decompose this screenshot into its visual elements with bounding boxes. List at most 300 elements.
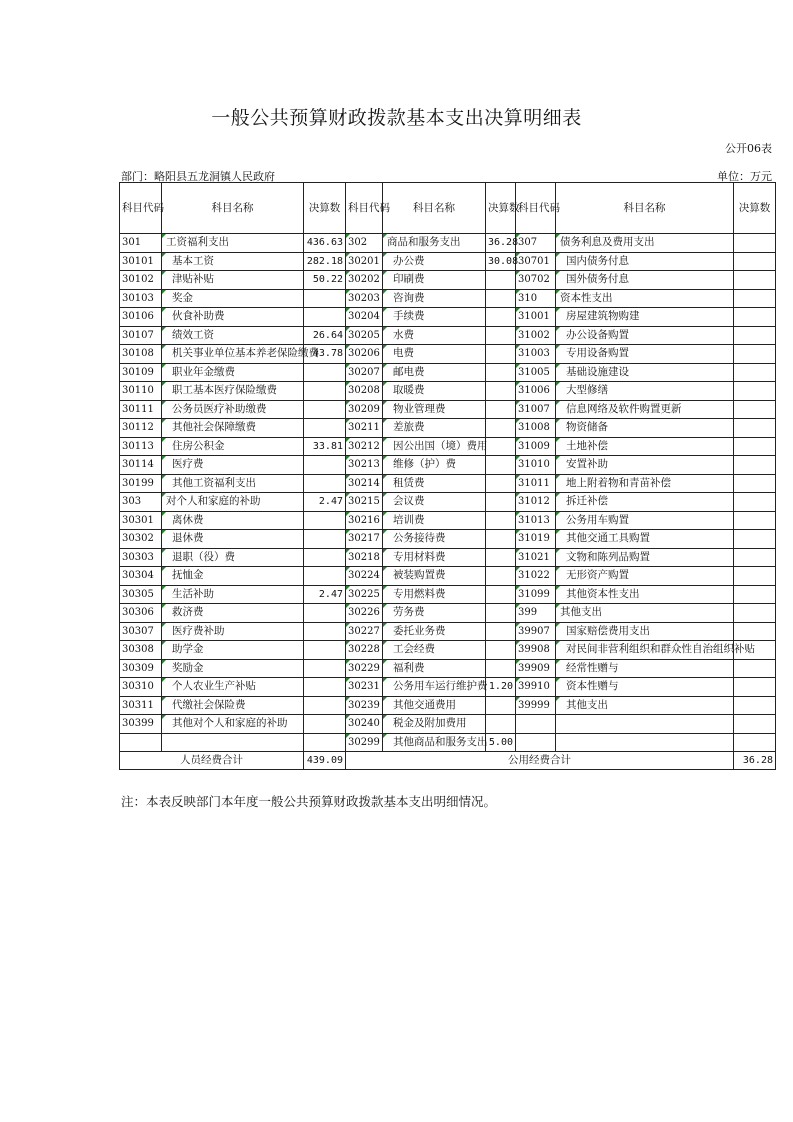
header-cell: 科目名称 bbox=[383, 183, 486, 234]
expenditure-table bbox=[119, 182, 776, 770]
amount-cell bbox=[734, 530, 776, 549]
amount-cell bbox=[734, 419, 776, 438]
subject-name-cell: 抚恤金 bbox=[162, 567, 304, 586]
subject-code-cell: 39907 bbox=[516, 622, 556, 641]
footnote: 注：本表反映部门本年度一般公共预算财政拨款基本支出明细情况。 bbox=[121, 794, 497, 809]
amount-cell bbox=[734, 696, 776, 715]
personnel-total-label: 人员经费合计 bbox=[120, 752, 304, 770]
subject-code-cell: 30225 bbox=[346, 585, 383, 604]
subject-name-cell: 救济费 bbox=[162, 604, 304, 623]
subject-code-cell: 30306 bbox=[120, 604, 162, 623]
amount-cell bbox=[486, 400, 516, 419]
subject-code-cell: 310 bbox=[516, 289, 556, 308]
amount-cell bbox=[734, 234, 776, 253]
subject-name-cell: 房屋建筑物购建 bbox=[556, 308, 734, 327]
subject-name-cell: 经常性赠与 bbox=[556, 659, 734, 678]
table-header-row bbox=[120, 183, 776, 234]
subject-name-cell: 商品和服务支出 bbox=[383, 234, 486, 253]
subject-name-cell: 工会经费 bbox=[383, 641, 486, 660]
subject-name-cell: 其他社会保障缴费 bbox=[162, 419, 304, 438]
subject-code-cell: 31001 bbox=[516, 308, 556, 327]
table-row bbox=[120, 733, 776, 752]
table-row bbox=[120, 641, 776, 660]
subject-code-cell: 301 bbox=[120, 234, 162, 253]
amount-cell bbox=[304, 382, 346, 401]
table-row bbox=[120, 234, 776, 253]
subject-name-cell: 专用设备购置 bbox=[556, 345, 734, 364]
amount-cell bbox=[486, 530, 516, 549]
amount-cell bbox=[486, 604, 516, 623]
subject-code-cell: 30201 bbox=[346, 252, 383, 271]
subject-code-cell: 30213 bbox=[346, 456, 383, 475]
subject-code-cell: 30202 bbox=[346, 271, 383, 290]
subject-name-cell: 地上附着物和青苗补偿 bbox=[556, 474, 734, 493]
amount-cell bbox=[486, 622, 516, 641]
header-cell: 科目名称 bbox=[556, 183, 734, 234]
subject-code-cell: 307 bbox=[516, 234, 556, 253]
subject-code-cell: 30226 bbox=[346, 604, 383, 623]
subject-code-cell: 30299 bbox=[346, 733, 383, 752]
table-row bbox=[120, 363, 776, 382]
subject-name-cell: 培训费 bbox=[383, 511, 486, 530]
subject-code-cell: 30107 bbox=[120, 326, 162, 345]
subject-name-cell: 对民间非营利组织和群众性自治组织补贴 bbox=[556, 641, 734, 660]
subject-code-cell: 31013 bbox=[516, 511, 556, 530]
subject-name-cell: 奖金 bbox=[162, 289, 304, 308]
subject-name-cell: 退休费 bbox=[162, 530, 304, 549]
subject-code-cell: 30111 bbox=[120, 400, 162, 419]
subject-code-cell: 31010 bbox=[516, 456, 556, 475]
subject-name-cell: 奖励金 bbox=[162, 659, 304, 678]
amount-cell bbox=[486, 308, 516, 327]
subject-name-cell: 税金及附加费用 bbox=[383, 715, 486, 734]
subject-code-cell: 30218 bbox=[346, 548, 383, 567]
table-row bbox=[120, 419, 776, 438]
subject-name-cell: 住房公积金 bbox=[162, 437, 304, 456]
table-row bbox=[120, 493, 776, 512]
subject-code-cell: 30240 bbox=[346, 715, 383, 734]
subject-name-cell: 咨询费 bbox=[383, 289, 486, 308]
subject-code-cell: 30305 bbox=[120, 585, 162, 604]
subject-code-cell: 30211 bbox=[346, 419, 383, 438]
subject-name-cell: 物业管理费 bbox=[383, 400, 486, 419]
amount-cell bbox=[486, 567, 516, 586]
subject-name-cell: 代缴社会保险费 bbox=[162, 696, 304, 715]
subject-code-cell: 30214 bbox=[346, 474, 383, 493]
subject-name-cell: 职业年金缴费 bbox=[162, 363, 304, 382]
subject-code-cell: 399 bbox=[516, 604, 556, 623]
amount-cell bbox=[486, 548, 516, 567]
subject-name-cell: 信息网络及软件购置更新 bbox=[556, 400, 734, 419]
amount-cell: 26.64 bbox=[304, 326, 346, 345]
table-row bbox=[120, 271, 776, 290]
subject-code-cell: 30229 bbox=[346, 659, 383, 678]
table-row bbox=[120, 511, 776, 530]
subject-name-cell: 无形资产购置 bbox=[556, 567, 734, 586]
subject-name-cell: 个人农业生产补贴 bbox=[162, 678, 304, 697]
subject-code-cell: 30204 bbox=[346, 308, 383, 327]
amount-cell bbox=[734, 345, 776, 364]
subject-code-cell: 303 bbox=[120, 493, 162, 512]
subject-name-cell: 津贴补贴 bbox=[162, 271, 304, 290]
subject-code-cell: 30304 bbox=[120, 567, 162, 586]
amount-cell bbox=[486, 437, 516, 456]
subject-code-cell: 302 bbox=[346, 234, 383, 253]
amount-cell bbox=[304, 474, 346, 493]
subject-code-cell: 30114 bbox=[120, 456, 162, 475]
subject-code-cell: 30103 bbox=[120, 289, 162, 308]
amount-cell bbox=[486, 419, 516, 438]
amount-cell bbox=[304, 567, 346, 586]
amount-cell: 33.81 bbox=[304, 437, 346, 456]
amount-cell bbox=[486, 326, 516, 345]
amount-cell bbox=[734, 733, 776, 752]
amount-cell bbox=[304, 604, 346, 623]
amount-cell bbox=[304, 363, 346, 382]
amount-cell bbox=[734, 715, 776, 734]
subject-code-cell: 30106 bbox=[120, 308, 162, 327]
amount-cell bbox=[486, 585, 516, 604]
subject-name-cell: 文物和陈列品购置 bbox=[556, 548, 734, 567]
subject-code-cell: 30231 bbox=[346, 678, 383, 697]
amount-cell: 436.63 bbox=[304, 234, 346, 253]
table-row bbox=[120, 585, 776, 604]
table-row bbox=[120, 567, 776, 586]
table-row bbox=[120, 530, 776, 549]
subject-name-cell: 取暖费 bbox=[383, 382, 486, 401]
amount-cell bbox=[734, 456, 776, 475]
subject-name-cell: 邮电费 bbox=[383, 363, 486, 382]
amount-cell bbox=[734, 604, 776, 623]
subject-name-cell: 其他支出 bbox=[556, 604, 734, 623]
subject-code-cell bbox=[516, 715, 556, 734]
amount-cell bbox=[486, 271, 516, 290]
amount-cell bbox=[304, 715, 346, 734]
amount-cell bbox=[304, 530, 346, 549]
subject-name-cell: 职工基本医疗保险缴费 bbox=[162, 382, 304, 401]
subject-code-cell: 30399 bbox=[120, 715, 162, 734]
subject-code-cell: 30203 bbox=[346, 289, 383, 308]
subject-name-cell: 大型修缮 bbox=[556, 382, 734, 401]
subject-code-cell: 30301 bbox=[120, 511, 162, 530]
amount-cell bbox=[734, 511, 776, 530]
subject-name-cell: 工资福利支出 bbox=[162, 234, 304, 253]
subject-name-cell: 公务员医疗补助缴费 bbox=[162, 400, 304, 419]
subject-code-cell: 31002 bbox=[516, 326, 556, 345]
amount-cell bbox=[486, 641, 516, 660]
amount-cell: 50.22 bbox=[304, 271, 346, 290]
amount-cell bbox=[304, 456, 346, 475]
table-row bbox=[120, 622, 776, 641]
subject-name-cell: 其他工资福利支出 bbox=[162, 474, 304, 493]
amount-cell bbox=[734, 382, 776, 401]
subject-code-cell: 31011 bbox=[516, 474, 556, 493]
subject-code-cell: 30307 bbox=[120, 622, 162, 641]
subject-name-cell: 土地补偿 bbox=[556, 437, 734, 456]
subject-name-cell: 对个人和家庭的补助 bbox=[162, 493, 304, 512]
subject-name-cell: 绩效工资 bbox=[162, 326, 304, 345]
subject-code-cell: 30224 bbox=[346, 567, 383, 586]
subject-code-cell: 30212 bbox=[346, 437, 383, 456]
amount-cell bbox=[486, 363, 516, 382]
subject-code-cell: 31099 bbox=[516, 585, 556, 604]
form-number: 公开06表 bbox=[725, 142, 772, 155]
subject-code-cell: 30216 bbox=[346, 511, 383, 530]
subject-code-cell: 30101 bbox=[120, 252, 162, 271]
subject-name-cell: 办公费 bbox=[383, 252, 486, 271]
subject-name-cell: 印刷费 bbox=[383, 271, 486, 290]
subject-code-cell: 30701 bbox=[516, 252, 556, 271]
amount-cell bbox=[486, 659, 516, 678]
table-row bbox=[120, 456, 776, 475]
table-row bbox=[120, 308, 776, 327]
table-row bbox=[120, 696, 776, 715]
subject-code-cell: 30209 bbox=[346, 400, 383, 419]
amount-cell: 1.20 bbox=[486, 678, 516, 697]
subject-name-cell: 助学金 bbox=[162, 641, 304, 660]
table-row bbox=[120, 474, 776, 493]
subject-name-cell: 其他交通工具购置 bbox=[556, 530, 734, 549]
amount-cell bbox=[734, 659, 776, 678]
subject-name-cell: 国家赔偿费用支出 bbox=[556, 622, 734, 641]
subject-name-cell: 公务接待费 bbox=[383, 530, 486, 549]
subject-code-cell: 31008 bbox=[516, 419, 556, 438]
subject-code-cell: 30113 bbox=[120, 437, 162, 456]
amount-cell bbox=[304, 733, 346, 752]
amount-cell: 30.08 bbox=[486, 252, 516, 271]
subject-name-cell: 办公设备购置 bbox=[556, 326, 734, 345]
subject-code-cell: 31006 bbox=[516, 382, 556, 401]
amount-cell: 2.47 bbox=[304, 585, 346, 604]
amount-cell bbox=[304, 400, 346, 419]
subject-name-cell: 租赁费 bbox=[383, 474, 486, 493]
subject-code-cell: 30102 bbox=[120, 271, 162, 290]
subject-name-cell: 会议费 bbox=[383, 493, 486, 512]
subject-code-cell: 30309 bbox=[120, 659, 162, 678]
subject-code-cell: 30108 bbox=[120, 345, 162, 364]
subject-name-cell bbox=[556, 733, 734, 752]
subject-name-cell: 劳务费 bbox=[383, 604, 486, 623]
subject-name-cell: 退职（役）费 bbox=[162, 548, 304, 567]
amount-cell bbox=[734, 271, 776, 290]
subject-code-cell: 30110 bbox=[120, 382, 162, 401]
subject-name-cell: 基础设施建设 bbox=[556, 363, 734, 382]
amount-cell bbox=[486, 696, 516, 715]
subject-code-cell: 39910 bbox=[516, 678, 556, 697]
subject-code-cell: 30215 bbox=[346, 493, 383, 512]
subject-name-cell: 安置补助 bbox=[556, 456, 734, 475]
subject-name-cell: 医疗费补助 bbox=[162, 622, 304, 641]
subject-name-cell bbox=[556, 715, 734, 734]
amount-cell bbox=[304, 289, 346, 308]
amount-cell bbox=[486, 289, 516, 308]
subject-code-cell: 30206 bbox=[346, 345, 383, 364]
department-label: 部门：略阳县五龙洞镇人民政府 bbox=[121, 170, 275, 183]
header-cell: 决算数 bbox=[304, 183, 346, 234]
subject-name-cell: 医疗费 bbox=[162, 456, 304, 475]
amount-cell bbox=[734, 678, 776, 697]
subject-code-cell: 30308 bbox=[120, 641, 162, 660]
header-cell: 科目名称 bbox=[162, 183, 304, 234]
amount-cell bbox=[734, 585, 776, 604]
header-cell: 决算数 bbox=[486, 183, 516, 234]
amount-cell bbox=[734, 548, 776, 567]
table-row bbox=[120, 604, 776, 623]
subject-name-cell: 离休费 bbox=[162, 511, 304, 530]
table-row bbox=[120, 345, 776, 364]
subject-name-cell: 其他交通费用 bbox=[383, 696, 486, 715]
subject-code-cell: 39999 bbox=[516, 696, 556, 715]
amount-cell bbox=[734, 437, 776, 456]
table-row bbox=[120, 400, 776, 419]
amount-cell bbox=[304, 419, 346, 438]
subject-name-cell: 被装购置费 bbox=[383, 567, 486, 586]
subject-name-cell: 其他商品和服务支出 bbox=[383, 733, 486, 752]
table-row bbox=[120, 678, 776, 697]
table-row bbox=[120, 326, 776, 345]
subject-name-cell: 拆迁补偿 bbox=[556, 493, 734, 512]
table-row bbox=[120, 437, 776, 456]
subject-name-cell: 物资储备 bbox=[556, 419, 734, 438]
amount-cell bbox=[734, 622, 776, 641]
personnel-total-amount: 439.09 bbox=[304, 752, 346, 770]
header-cell: 科目代码 bbox=[516, 183, 556, 234]
subject-name-cell: 其他支出 bbox=[556, 696, 734, 715]
subject-name-cell: 委托业务费 bbox=[383, 622, 486, 641]
page-title: 一般公共预算财政拨款基本支出决算明细表 bbox=[211, 107, 582, 129]
amount-cell bbox=[734, 326, 776, 345]
subject-name-cell: 因公出国（境）费用 bbox=[383, 437, 486, 456]
public-total-amount: 36.28 bbox=[734, 752, 776, 770]
amount-cell bbox=[304, 696, 346, 715]
subject-name-cell: 伙食补助费 bbox=[162, 308, 304, 327]
unit-label: 单位：万元 bbox=[717, 170, 772, 183]
amount-cell bbox=[304, 678, 346, 697]
subject-name-cell: 国外债务付息 bbox=[556, 271, 734, 290]
subject-code-cell: 31005 bbox=[516, 363, 556, 382]
amount-cell bbox=[486, 493, 516, 512]
subject-name-cell: 专用燃料费 bbox=[383, 585, 486, 604]
amount-cell bbox=[734, 363, 776, 382]
subject-name-cell: 福利费 bbox=[383, 659, 486, 678]
subject-name-cell: 维修（护）费 bbox=[383, 456, 486, 475]
subject-code-cell: 30109 bbox=[120, 363, 162, 382]
amount-cell: 282.18 bbox=[304, 252, 346, 271]
amount-cell bbox=[304, 511, 346, 530]
subject-code-cell: 30310 bbox=[120, 678, 162, 697]
amount-cell: 43.78 bbox=[304, 345, 346, 364]
subject-name-cell: 资本性支出 bbox=[556, 289, 734, 308]
subject-code-cell: 30302 bbox=[120, 530, 162, 549]
amount-cell bbox=[734, 400, 776, 419]
subject-code-cell: 39908 bbox=[516, 641, 556, 660]
table-row bbox=[120, 715, 776, 734]
table-row bbox=[120, 548, 776, 567]
amount-cell bbox=[486, 474, 516, 493]
amount-cell bbox=[486, 456, 516, 475]
subject-code-cell: 30227 bbox=[346, 622, 383, 641]
subject-name-cell: 公务用车运行维护费 bbox=[383, 678, 486, 697]
subject-name-cell: 电费 bbox=[383, 345, 486, 364]
subject-name-cell: 其他对个人和家庭的补助 bbox=[162, 715, 304, 734]
amount-cell bbox=[486, 511, 516, 530]
amount-cell bbox=[304, 548, 346, 567]
subject-code-cell: 30199 bbox=[120, 474, 162, 493]
subject-code-cell bbox=[120, 733, 162, 752]
subject-code-cell: 31019 bbox=[516, 530, 556, 549]
public-total-label: 公用经费合计 bbox=[346, 752, 734, 770]
amount-cell bbox=[486, 715, 516, 734]
amount-cell: 2.47 bbox=[304, 493, 346, 512]
subject-code-cell: 30303 bbox=[120, 548, 162, 567]
amount-cell bbox=[734, 493, 776, 512]
amount-cell bbox=[304, 622, 346, 641]
subject-name-cell: 专用材料费 bbox=[383, 548, 486, 567]
subject-name-cell: 资本性赠与 bbox=[556, 678, 734, 697]
subject-code-cell: 30205 bbox=[346, 326, 383, 345]
amount-cell: 36.28 bbox=[486, 234, 516, 253]
subject-name-cell: 国内债务付息 bbox=[556, 252, 734, 271]
amount-cell bbox=[734, 289, 776, 308]
header-cell: 科目代码 bbox=[346, 183, 383, 234]
subject-code-cell: 30208 bbox=[346, 382, 383, 401]
subject-name-cell: 差旅费 bbox=[383, 419, 486, 438]
subject-name-cell: 生活补助 bbox=[162, 585, 304, 604]
subject-name-cell: 基本工资 bbox=[162, 252, 304, 271]
subject-name-cell bbox=[162, 733, 304, 752]
subject-code-cell: 30311 bbox=[120, 696, 162, 715]
table-row bbox=[120, 289, 776, 308]
amount-cell bbox=[304, 308, 346, 327]
subject-code-cell: 30702 bbox=[516, 271, 556, 290]
subject-name-cell: 债务利息及费用支出 bbox=[556, 234, 734, 253]
table-row bbox=[120, 252, 776, 271]
subject-code-cell: 30217 bbox=[346, 530, 383, 549]
subject-code-cell: 31003 bbox=[516, 345, 556, 364]
amount-cell bbox=[304, 641, 346, 660]
subject-code-cell: 31007 bbox=[516, 400, 556, 419]
amount-cell: 5.00 bbox=[486, 733, 516, 752]
amount-cell bbox=[734, 308, 776, 327]
header-cell: 决算数 bbox=[734, 183, 776, 234]
amount-cell bbox=[734, 567, 776, 586]
amount-cell bbox=[734, 252, 776, 271]
subject-code-cell: 31012 bbox=[516, 493, 556, 512]
subject-code-cell bbox=[516, 733, 556, 752]
subject-code-cell: 31009 bbox=[516, 437, 556, 456]
table-row bbox=[120, 382, 776, 401]
subject-code-cell: 30228 bbox=[346, 641, 383, 660]
subject-name-cell: 其他资本性支出 bbox=[556, 585, 734, 604]
subject-code-cell: 39909 bbox=[516, 659, 556, 678]
subject-code-cell: 30207 bbox=[346, 363, 383, 382]
table-row bbox=[120, 659, 776, 678]
totals-row bbox=[120, 752, 776, 770]
amount-cell bbox=[486, 382, 516, 401]
subject-code-cell: 30239 bbox=[346, 696, 383, 715]
amount-cell bbox=[734, 474, 776, 493]
subject-code-cell: 30112 bbox=[120, 419, 162, 438]
header-cell: 科目代码 bbox=[120, 183, 162, 234]
subject-name-cell: 机关事业单位基本养老保险缴费 bbox=[162, 345, 304, 364]
amount-cell bbox=[304, 659, 346, 678]
subject-name-cell: 手续费 bbox=[383, 308, 486, 327]
amount-cell bbox=[486, 345, 516, 364]
subject-code-cell: 31021 bbox=[516, 548, 556, 567]
subject-name-cell: 水费 bbox=[383, 326, 486, 345]
subject-code-cell: 31022 bbox=[516, 567, 556, 586]
subject-name-cell: 公务用车购置 bbox=[556, 511, 734, 530]
